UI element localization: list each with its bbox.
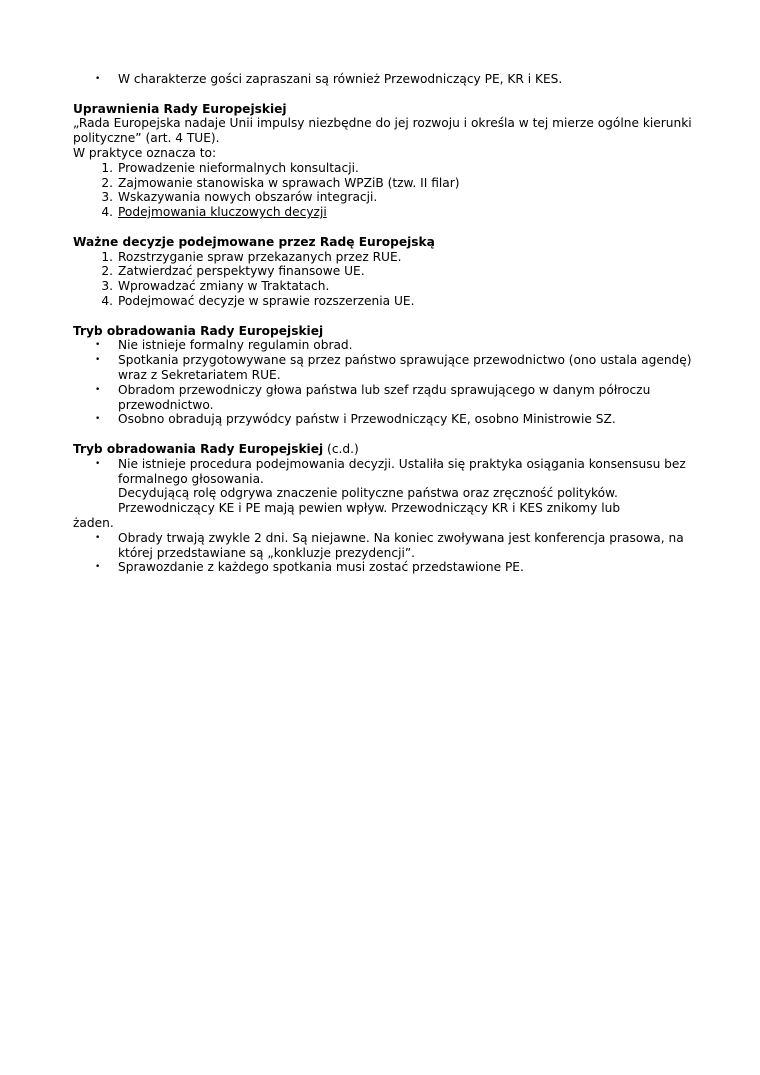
- section-heading-text: Tryb obradowania Rady Europejskiej: [73, 441, 324, 456]
- bullet-list: [73, 457, 703, 487]
- number-marker: 3.: [101, 279, 113, 294]
- section-uprawnienia: [73, 102, 703, 220]
- list-item-text: Spotkania przygotowywane są przez państwo sprawujące przewodnictwo (ono ustala agendę) wraz z Sekretariatem RUE.: [118, 353, 692, 382]
- section-decyzje: [73, 235, 703, 309]
- section-heading: Uprawnienia Rady Europejskiej: [73, 101, 287, 116]
- bullet-list: [73, 531, 703, 575]
- bullet-marker: •: [95, 458, 101, 469]
- list-item-text: Zatwierdzać perspektywy finansowe UE.: [118, 264, 365, 279]
- list-item: [73, 294, 703, 309]
- section-heading: Ważne decyzje podejmowane przez Radę Europejską: [73, 234, 435, 249]
- continuation-paragraph: Przewodniczący KE i PE mają pewien wpływ. Przewodniczący KR i KES znikomy lub: [118, 501, 621, 516]
- bullet-marker: •: [95, 414, 101, 425]
- list-item-text: Wskazywania nowych obszarów integracji.: [118, 190, 378, 205]
- number-marker: 2.: [101, 264, 113, 279]
- list-item-text: Obradom przewodniczy głowa państwa lub szef rządu sprawującego w danym półroczu przewodnictwo.: [118, 382, 651, 412]
- document-content: [73, 72, 703, 590]
- lead-paragraph: W praktyce oznacza to:: [73, 145, 217, 160]
- number-marker: 1.: [101, 249, 113, 264]
- list-item: [73, 560, 703, 575]
- number-marker: 3.: [101, 190, 113, 205]
- bullet-marker: •: [95, 340, 101, 351]
- bullet-marker: •: [95, 562, 101, 573]
- list-item: [73, 531, 703, 561]
- list-item: [73, 457, 703, 487]
- section-tryb-cd: [73, 442, 703, 575]
- list-item-text: Prowadzenie nieformalnych konsultacji.: [118, 160, 359, 175]
- bullet-marker: •: [95, 355, 101, 366]
- list-item: [73, 264, 703, 279]
- list-item: [73, 250, 703, 265]
- numbered-list: [73, 250, 703, 309]
- list-item-text: Nie istnieje procedura podejmowania decyzji. Ustaliła się praktyka osiągania konsensusu bez formalnego głosowania.: [118, 456, 686, 486]
- section-tryb: [73, 324, 703, 428]
- list-item: [73, 338, 703, 353]
- list-item-text: Nie istnieje formalny regulamin obrad.: [118, 338, 353, 353]
- section-heading: [73, 442, 703, 457]
- continuation-paragraph: Decydującą rolę odgrywa znaczenie polityczne państwa oraz zręczność polityków.: [118, 486, 618, 501]
- quote-paragraph: „Rada Europejska nadaje Unii impulsy niezbędne do jej rozwoju i określa w tej mierze ogólne kierunki polityczne” (art. 4 TUE).: [73, 116, 692, 146]
- list-item-text: Podejmować decyzje w sprawie rozszerzenia UE.: [118, 293, 415, 308]
- section-heading: Tryb obradowania Rady Europejskiej: [73, 323, 324, 338]
- number-marker: 1.: [101, 160, 113, 175]
- list-item-text: Obrady trwają zwykle 2 dni. Są niejawne. Na koniec zwoływana jest konferencja prasowa, na której przedstawiane są „konkluzje prezydencji”.: [118, 530, 684, 560]
- number-marker: 4.: [101, 293, 113, 308]
- list-item-text: Osobno obradują przywódcy państw i Przewodniczący KE, osobno Ministrowie SZ.: [118, 412, 616, 427]
- bullet-marker: •: [95, 74, 101, 84]
- section-intro: [73, 72, 703, 87]
- list-item: [73, 190, 703, 205]
- bullet-marker: •: [95, 384, 101, 395]
- list-item: [73, 205, 703, 220]
- list-item-text: Sprawozdanie z każdego spotkania musi zostać przedstawione PE.: [118, 560, 524, 575]
- list-item-text: Zajmowanie stanowiska w sprawach WPZiB (tzw. II filar): [118, 175, 460, 190]
- list-item: [73, 412, 703, 427]
- section-heading-suffix: (c.d.): [323, 441, 359, 456]
- list-item: [73, 353, 703, 383]
- list-item-text: Podejmowania kluczowych decyzji: [118, 205, 327, 220]
- list-item: [73, 161, 703, 176]
- bullet-list: [73, 72, 703, 87]
- continuation-paragraph: żaden.: [73, 515, 114, 530]
- list-item-text: W charakterze gości zapraszani są również Przewodniczący PE, KR i KES.: [118, 72, 563, 86]
- list-item-text: Wprowadzać zmiany w Traktatach.: [118, 279, 330, 294]
- bullet-list: [73, 338, 703, 427]
- number-marker: 2.: [101, 175, 113, 190]
- bullet-marker: •: [95, 532, 101, 543]
- list-item: [73, 383, 703, 413]
- list-item: [73, 176, 703, 191]
- number-marker: 4.: [101, 205, 113, 220]
- list-item-text: Rozstrzyganie spraw przekazanych przez RUE.: [118, 249, 402, 264]
- list-item: [73, 279, 703, 294]
- list-item: [73, 72, 703, 87]
- numbered-list: [73, 161, 703, 220]
